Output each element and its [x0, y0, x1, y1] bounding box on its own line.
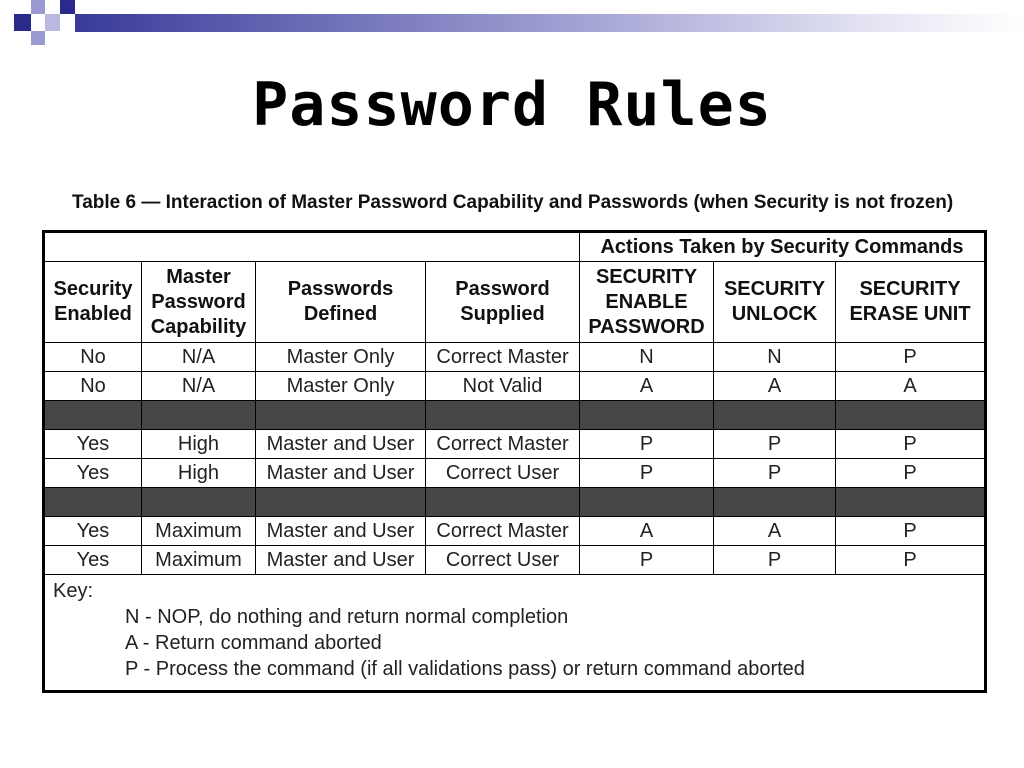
col-header-security-enable-password: SECURITY ENABLE PASSWORD — [580, 262, 714, 343]
table-cell: A — [580, 517, 714, 546]
separator-cell — [426, 401, 580, 430]
group-header-actions: Actions Taken by Security Commands — [580, 232, 986, 262]
key-legend — [44, 575, 986, 692]
slide-decoration — [0, 0, 1024, 30]
table-cell: Yes — [44, 430, 142, 459]
table-cell: Master Only — [256, 372, 426, 401]
separator-cell — [44, 401, 142, 430]
col-header-passwords-defined: Passwords Defined — [256, 262, 426, 343]
table-cell: P — [836, 430, 986, 459]
table-cell: P — [836, 343, 986, 372]
password-rules-table — [42, 230, 987, 693]
separator-row — [44, 488, 986, 517]
table-cell: Correct Master — [426, 343, 580, 372]
separator-cell — [256, 488, 426, 517]
key-item-p: P - Process the command (if all validations pass) or return command aborted — [125, 658, 805, 680]
table-cell: No — [44, 372, 142, 401]
table-cell: A — [580, 372, 714, 401]
key-label: Key: — [53, 580, 94, 602]
table-cell: P — [836, 459, 986, 488]
table-cell: High — [142, 430, 256, 459]
separator-row — [44, 401, 986, 430]
key-row — [44, 575, 986, 692]
table-row — [44, 430, 986, 459]
table-cell: Master and User — [256, 517, 426, 546]
col-header-master-capability: Master Password Capability — [142, 262, 256, 343]
table-cell: No — [44, 343, 142, 372]
table-cell: P — [836, 546, 986, 575]
separator-cell — [426, 488, 580, 517]
separator-cell — [580, 488, 714, 517]
table-cell: A — [714, 517, 836, 546]
separator-cell — [836, 488, 986, 517]
separator-cell — [142, 488, 256, 517]
separator-cell — [44, 488, 142, 517]
table-cell: Correct User — [426, 459, 580, 488]
table-row — [44, 343, 986, 372]
table-caption: Table 6 — Interaction of Master Password Capability and Passwords (when Security is not frozen) — [72, 192, 954, 213]
table-cell: High — [142, 459, 256, 488]
table-cell: Correct Master — [426, 430, 580, 459]
table-cell: Correct Master — [426, 517, 580, 546]
key-item-n: N - NOP, do nothing and return normal completion — [125, 606, 569, 628]
table-cell: P — [580, 546, 714, 575]
separator-cell — [142, 401, 256, 430]
table-cell: P — [714, 459, 836, 488]
table-cell: Master and User — [256, 459, 426, 488]
table-cell: Master Only — [256, 343, 426, 372]
table-row — [44, 459, 986, 488]
table-cell: A — [714, 372, 836, 401]
table-cell: N/A — [142, 372, 256, 401]
separator-cell — [836, 401, 986, 430]
slide-title: Password Rules — [252, 70, 772, 140]
decor-square-light — [31, 0, 45, 14]
decor-square-dark — [14, 14, 31, 31]
decor-square-dark — [60, 0, 75, 14]
decor-square-light — [45, 14, 60, 31]
group-header-blank — [44, 232, 580, 262]
separator-cell — [256, 401, 426, 430]
table-cell: P — [714, 430, 836, 459]
table-row — [44, 546, 986, 575]
table-cell: A — [836, 372, 986, 401]
table-row — [44, 517, 986, 546]
table-cell: Master and User — [256, 430, 426, 459]
table-cell: Not Valid — [426, 372, 580, 401]
table-cell: Maximum — [142, 517, 256, 546]
separator-cell — [714, 401, 836, 430]
group-header-row — [44, 232, 986, 262]
separator-cell — [580, 401, 714, 430]
table-row — [44, 372, 986, 401]
table-cell: N/A — [142, 343, 256, 372]
table-cell: P — [836, 517, 986, 546]
decor-square-light — [31, 31, 45, 45]
table-cell: Yes — [44, 517, 142, 546]
table-cell: N — [714, 343, 836, 372]
table-cell: Master and User — [256, 546, 426, 575]
column-header-row — [44, 262, 986, 343]
table-cell: N — [580, 343, 714, 372]
table-cell: Yes — [44, 459, 142, 488]
col-header-security-unlock: SECURITY UNLOCK — [714, 262, 836, 343]
table-cell: P — [580, 430, 714, 459]
col-header-security-enabled: Security Enabled — [44, 262, 142, 343]
decor-gradient-bar — [75, 14, 1024, 32]
table-cell: Yes — [44, 546, 142, 575]
table-cell: Maximum — [142, 546, 256, 575]
table-cell: P — [580, 459, 714, 488]
separator-cell — [714, 488, 836, 517]
col-header-security-erase-unit: SECURITY ERASE UNIT — [836, 262, 986, 343]
key-item-a: A - Return command aborted — [125, 632, 382, 654]
table-cell: Correct User — [426, 546, 580, 575]
col-header-password-supplied: Password Supplied — [426, 262, 580, 343]
table-cell: P — [714, 546, 836, 575]
